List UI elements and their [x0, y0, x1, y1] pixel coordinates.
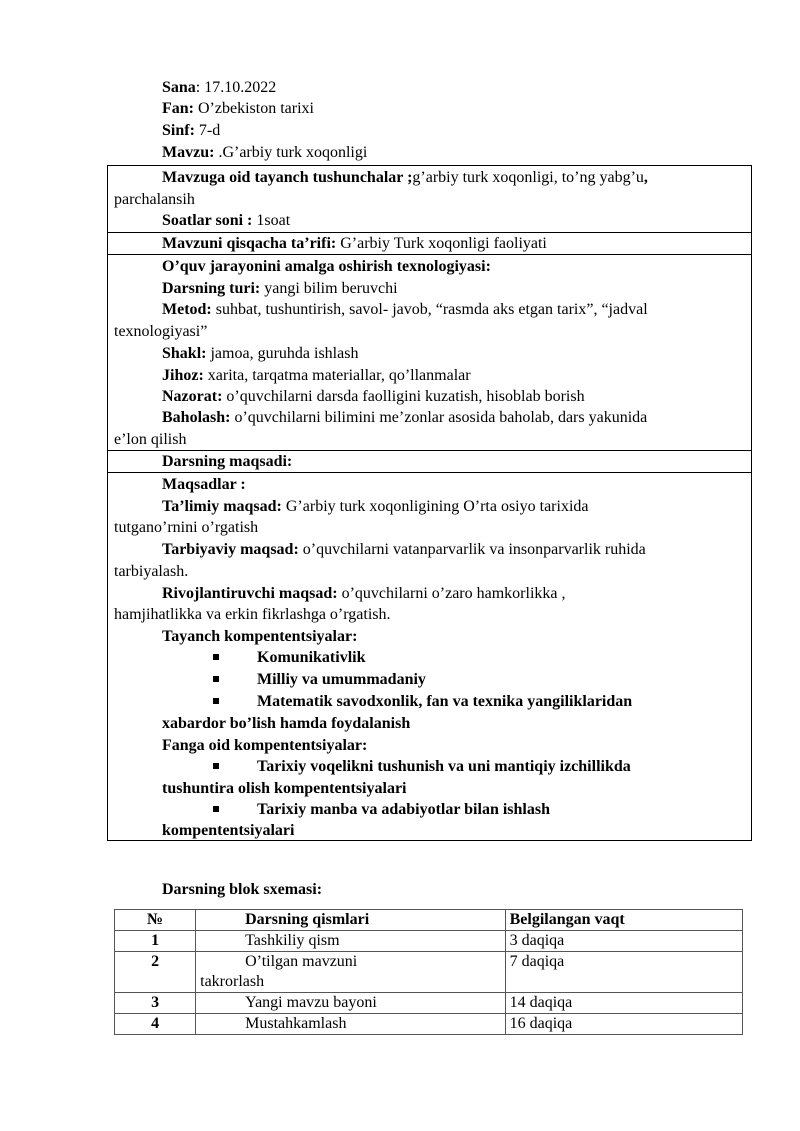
tarif-line	[162, 234, 547, 254]
row-part	[196, 952, 505, 993]
divider	[107, 165, 752, 166]
maqsadlar-text: Maqsadlar :	[162, 476, 246, 493]
komp-item-text: Matematik savodxonlik, fan va texnika yangiliklaridan	[257, 693, 633, 710]
row-time: 16 daqiqa	[505, 1014, 742, 1035]
row-number: 1	[115, 931, 196, 952]
turi-value: yangi bilim beruvchi	[260, 280, 398, 297]
mavzu-label: Mavzu:	[162, 144, 215, 161]
col-header-parts-text: Darsning qismlari	[245, 911, 370, 928]
col-header-time: Belgilangan vaqt	[505, 910, 742, 931]
row-part-text: O’tilgan mavzuni	[245, 953, 358, 970]
komp-item-cont	[162, 714, 410, 734]
rivoj-cont: hamjihatlikka va erkin fikrlashga o’rgatish.	[114, 606, 391, 623]
technology-title-text: O’quv jarayonini amalga oshirish texnologiyasi:	[162, 258, 491, 275]
tarif-value: G’arbiy Turk xoqonligi faoliyati	[336, 235, 547, 252]
nazorat-label: Nazorat:	[162, 388, 223, 405]
metod-cont: texnologiyasi”	[114, 323, 208, 340]
fan-item	[257, 757, 631, 777]
row-part	[196, 1014, 505, 1035]
soatlar-line	[162, 211, 290, 231]
tayanch-comma: ,	[643, 169, 648, 186]
row-part-text: Mustahkamlash	[245, 1015, 347, 1032]
blok-title	[162, 880, 322, 900]
blok-title-text: Darsning blok sxemasi:	[162, 881, 323, 898]
technology-title	[162, 257, 491, 277]
fan-item-text: Tarixiy manba va adabiyotlar bilan ishlash	[257, 801, 550, 818]
fanga-oid-line	[162, 736, 367, 756]
table-row	[115, 952, 743, 993]
divider	[107, 472, 752, 473]
talimiy-label: Ta’limiy maqsad:	[162, 498, 282, 515]
tarbiyaviy-line	[162, 540, 646, 560]
tayanch-komp-line	[162, 627, 357, 647]
komp-item	[257, 670, 426, 690]
rivoj-label: Rivojlantiruvchi maqsad:	[162, 585, 338, 602]
talimiy-cont: tutgano’rnini o’rgatish	[114, 519, 259, 536]
divider	[107, 450, 752, 451]
tayanch-line	[162, 168, 648, 188]
tarif-label: Mavzuni qisqacha ta’rifi:	[162, 235, 337, 252]
tayanch-label: Mavzuga oid tayanch tushunchalar ;	[162, 169, 413, 186]
sinf-value: 7-d	[194, 122, 221, 139]
row-number: 2	[115, 952, 196, 993]
tayanch-cont: parchalansih	[114, 191, 195, 208]
row-number: 3	[115, 993, 196, 1014]
divider	[107, 254, 752, 255]
blok-table	[114, 909, 743, 1035]
row-time: 7 daqiqa	[505, 952, 742, 993]
baholash-cont: e’lon qilish	[114, 431, 187, 448]
komp-item	[257, 692, 632, 712]
row-number: 4	[115, 1014, 196, 1035]
fanga-oid-text: Fanga oid kompententsiyalar:	[162, 737, 368, 754]
komp-item-text: Komunikativlik	[257, 649, 366, 666]
bullet-icon	[213, 654, 219, 660]
komp-item-cont-text: xabardor bo’lish hamda foydalanish	[162, 715, 411, 732]
mavzu-value: .G’arbiy turk xoqonligi	[214, 144, 368, 161]
class-line	[162, 121, 220, 141]
sana-label: Sana	[162, 79, 196, 96]
jihoz-label: Jihoz:	[162, 367, 204, 384]
turi-label: Darsning turi:	[162, 280, 261, 297]
sana-value: : 17.10.2022	[195, 79, 277, 96]
date-line	[162, 78, 276, 98]
fan-label: Fan:	[162, 100, 194, 117]
fan-item-cont	[162, 779, 406, 799]
jihoz-line	[162, 366, 471, 386]
maqsadlar-line	[162, 475, 246, 495]
tarbiyaviy-value: o’quvchilarni vatanparvarlik va insonparvarlik ruhida	[298, 541, 646, 558]
talimiy-line	[162, 497, 588, 517]
fan-item-cont-text: kompententsiyalari	[162, 822, 295, 839]
bullet-icon	[213, 676, 219, 682]
rivoj-line	[162, 584, 566, 604]
subject-line	[162, 99, 314, 119]
metod-label: Metod:	[162, 301, 212, 318]
turi-line	[162, 279, 398, 299]
shakl-value: jamoa, guruhda ishlash	[206, 345, 359, 362]
row-time: 3 daqiqa	[505, 931, 742, 952]
maqsadi-title-text: Darsning maqsadi:	[162, 453, 293, 470]
col-header-number: №	[115, 910, 196, 931]
sinf-label: Sinf:	[162, 122, 195, 139]
row-part-text: Tashkiliy qism	[245, 932, 340, 949]
shakl-label: Shakl:	[162, 345, 207, 362]
tarbiyaviy-cont: tarbiyalash.	[114, 563, 189, 580]
fan-item-cont-text: tushuntira olish kompententsiyalari	[162, 780, 407, 797]
talimiy-value: G’arbiy turk xoqonligining O’rta osiyo tarixida	[281, 498, 589, 515]
komp-item	[257, 648, 365, 668]
row-time: 14 daqiqa	[505, 993, 742, 1014]
topic-line	[162, 143, 367, 163]
rivoj-value: o’quvchilarni o’zaro hamkorlikka ,	[337, 585, 566, 602]
tayanch-value: g’arbiy turk xoqonligi, to’ng yabg’u	[412, 169, 644, 186]
metod-line	[162, 300, 648, 320]
baholash-label: Baholash:	[162, 409, 231, 426]
maqsadi-title	[162, 452, 292, 472]
fan-item-text: Tarixiy voqelikni tushunish va uni mantiqiy izchillikda	[257, 758, 631, 775]
row-part-cont: takrorlash	[200, 973, 265, 990]
shakl-line	[162, 344, 358, 364]
soatlar-value: 1soat	[256, 212, 291, 229]
nazorat-line	[162, 387, 585, 407]
fan-value: O’zbekiston tarixi	[194, 100, 314, 117]
jihoz-value: xarita, tarqatma materiallar, qo’llanmalar	[203, 367, 471, 384]
row-part	[196, 931, 505, 952]
col-header-parts	[196, 910, 505, 931]
nazorat-value: o’quvchilarni darsda faolligini kuzatish, hisoblab borish	[222, 388, 585, 405]
komp-item-text: Milliy va umummadaniy	[257, 671, 426, 688]
baholash-line	[162, 408, 647, 428]
baholash-value: o’quvchilarni bilimini me’zonlar asosida baholab, dars yakunida	[230, 409, 648, 426]
fan-item	[257, 800, 550, 820]
table-row	[115, 931, 743, 952]
fan-item-cont	[162, 821, 294, 841]
table-header-row	[115, 910, 743, 931]
table-row	[115, 993, 743, 1014]
tarbiyaviy-label: Tarbiyaviy maqsad:	[162, 541, 299, 558]
metod-value: suhbat, tushuntirish, savol- javob, “rasmda aks etgan tarix”, “jadval	[211, 301, 648, 318]
row-part	[196, 993, 505, 1014]
soatlar-label: Soatlar soni :	[162, 212, 257, 229]
table-row	[115, 1014, 743, 1035]
row-part-text: Yangi mavzu bayoni	[245, 994, 377, 1011]
tayanch-komp-text: Tayanch kompententsiyalar:	[162, 628, 358, 645]
divider	[107, 232, 752, 233]
bullet-icon	[213, 763, 219, 769]
bullet-icon	[213, 698, 219, 704]
bullet-icon	[213, 806, 219, 812]
